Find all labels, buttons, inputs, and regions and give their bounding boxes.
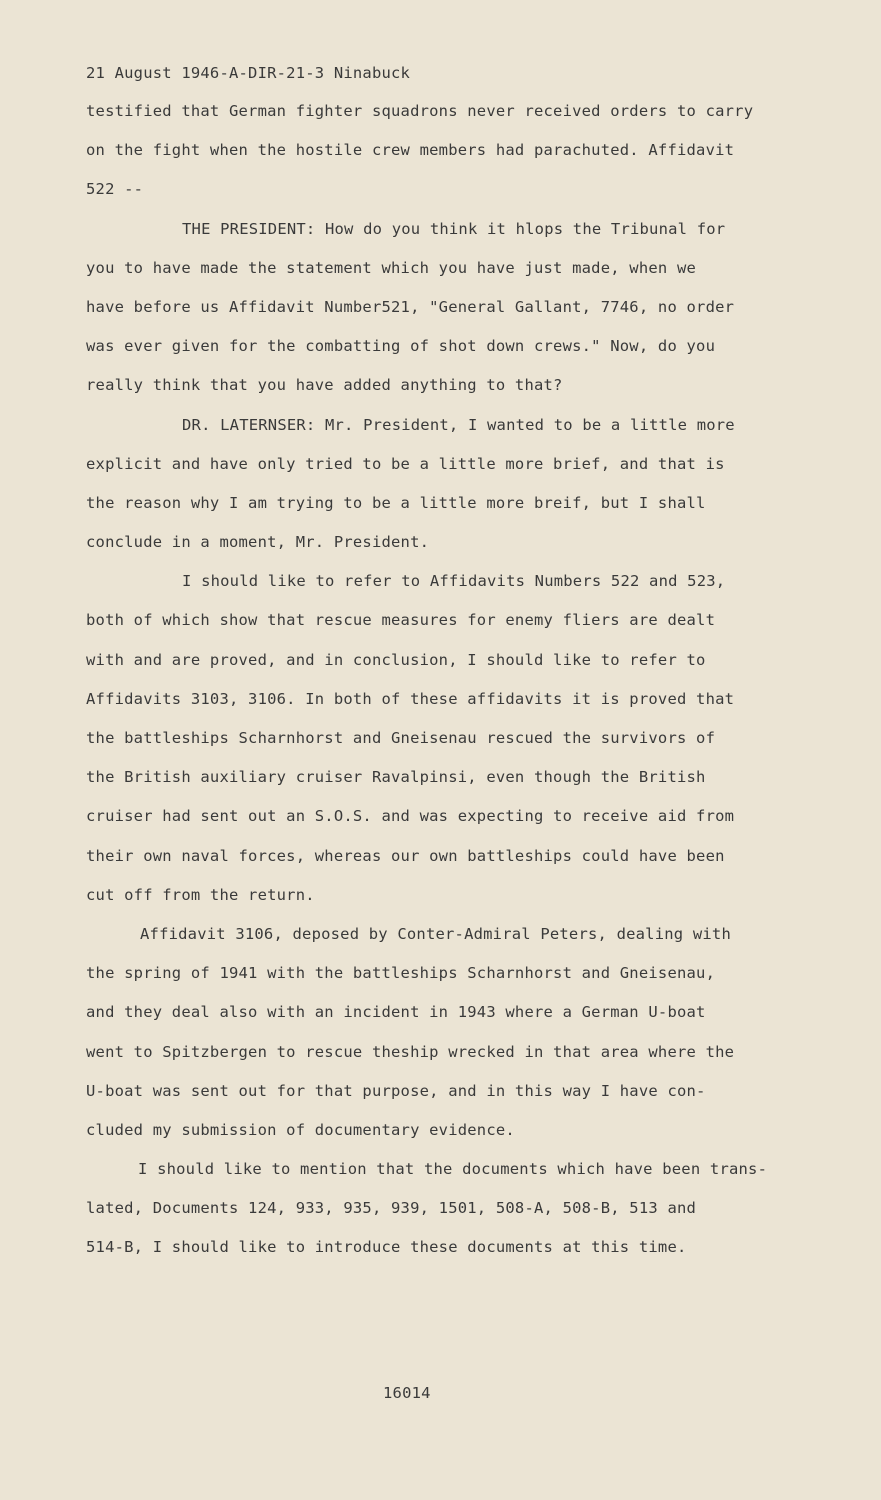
text-line: really think that you have added anything to that? <box>86 376 563 395</box>
text-line: and they deal also with an incident in 1943 where a German U-boat <box>86 1003 706 1022</box>
page-number: 16014 <box>383 1384 431 1402</box>
speaker-paragraph-start: DR. LATERNSER: Mr. President, I wanted to be a little more <box>182 415 735 434</box>
text-line: with and are proved, and in conclusion, I should like to refer to <box>86 650 706 669</box>
text-line: was ever given for the combatting of shot down crews." Now, do you <box>86 337 716 356</box>
text-line: U-boat was sent out for that purpose, and in this way I have con- <box>86 1081 706 1100</box>
text-line: went to Spitzbergen to rescue theship wrecked in that area where the <box>86 1042 735 1061</box>
text-line: the battleships Scharnhorst and Gneisenau rescued the survivors of <box>86 729 716 747</box>
text-line: the spring of 1941 with the battleships Scharnhorst and Gneisenau, <box>86 964 716 983</box>
page-header: 21 August 1946-A-DIR-21-3 Ninabuck <box>86 64 411 82</box>
text-line: 514-B, I should like to introduce these documents at this time. <box>86 1238 687 1257</box>
text-line: cruiser had sent out an S.O.S. and was expecting to receive aid from <box>86 807 735 826</box>
paragraph-start: Affidavit 3106, deposed by Conter-Admiral Peters, dealing with <box>140 924 731 943</box>
text-line: conclude in a moment, Mr. President. <box>86 533 430 552</box>
paragraph-start: I should like to refer to Affidavits Numbers 522 and 523, <box>182 572 726 591</box>
text-line: you to have made the statement which you have just made, when we <box>86 258 697 277</box>
text-line: explicit and have only tried to be a little more brief, and that is <box>86 454 725 473</box>
text-line: the British auxiliary cruiser Ravalpinsi, even though the British <box>86 768 706 787</box>
text-line: the reason why I am trying to be a little more breif, but I shall <box>86 493 706 512</box>
text-line: Affidavits 3103, 3106. In both of these affidavits it is proved that <box>86 689 735 708</box>
text-line: 522 -- <box>86 180 144 199</box>
text-line: cluded my submission of documentary evidence. <box>86 1120 515 1139</box>
text-line: their own naval forces, whereas our own battleships could have been <box>86 846 725 865</box>
text-line: have before us Affidavit Number521, "General Gallant, 7746, no order <box>86 297 735 316</box>
text-line: lated, Documents 124, 933, 935, 939, 1501, 508-A, 508-B, 513 and <box>86 1199 697 1218</box>
document-body <box>86 101 786 1277</box>
text-line: cut off from the return. <box>86 885 315 904</box>
text-line: testified that German fighter squadrons never received orders to carry <box>86 102 754 120</box>
text-line: both of which show that rescue measures for enemy fliers are dealt <box>86 611 716 630</box>
text-line: on the fight when the hostile crew members had parachuted. Affidavit <box>86 141 735 160</box>
speaker-paragraph-start: THE PRESIDENT: How do you think it hlops the Tribunal for <box>182 219 726 238</box>
paragraph-start: I should like to mention that the documents which have been trans- <box>138 1160 768 1179</box>
